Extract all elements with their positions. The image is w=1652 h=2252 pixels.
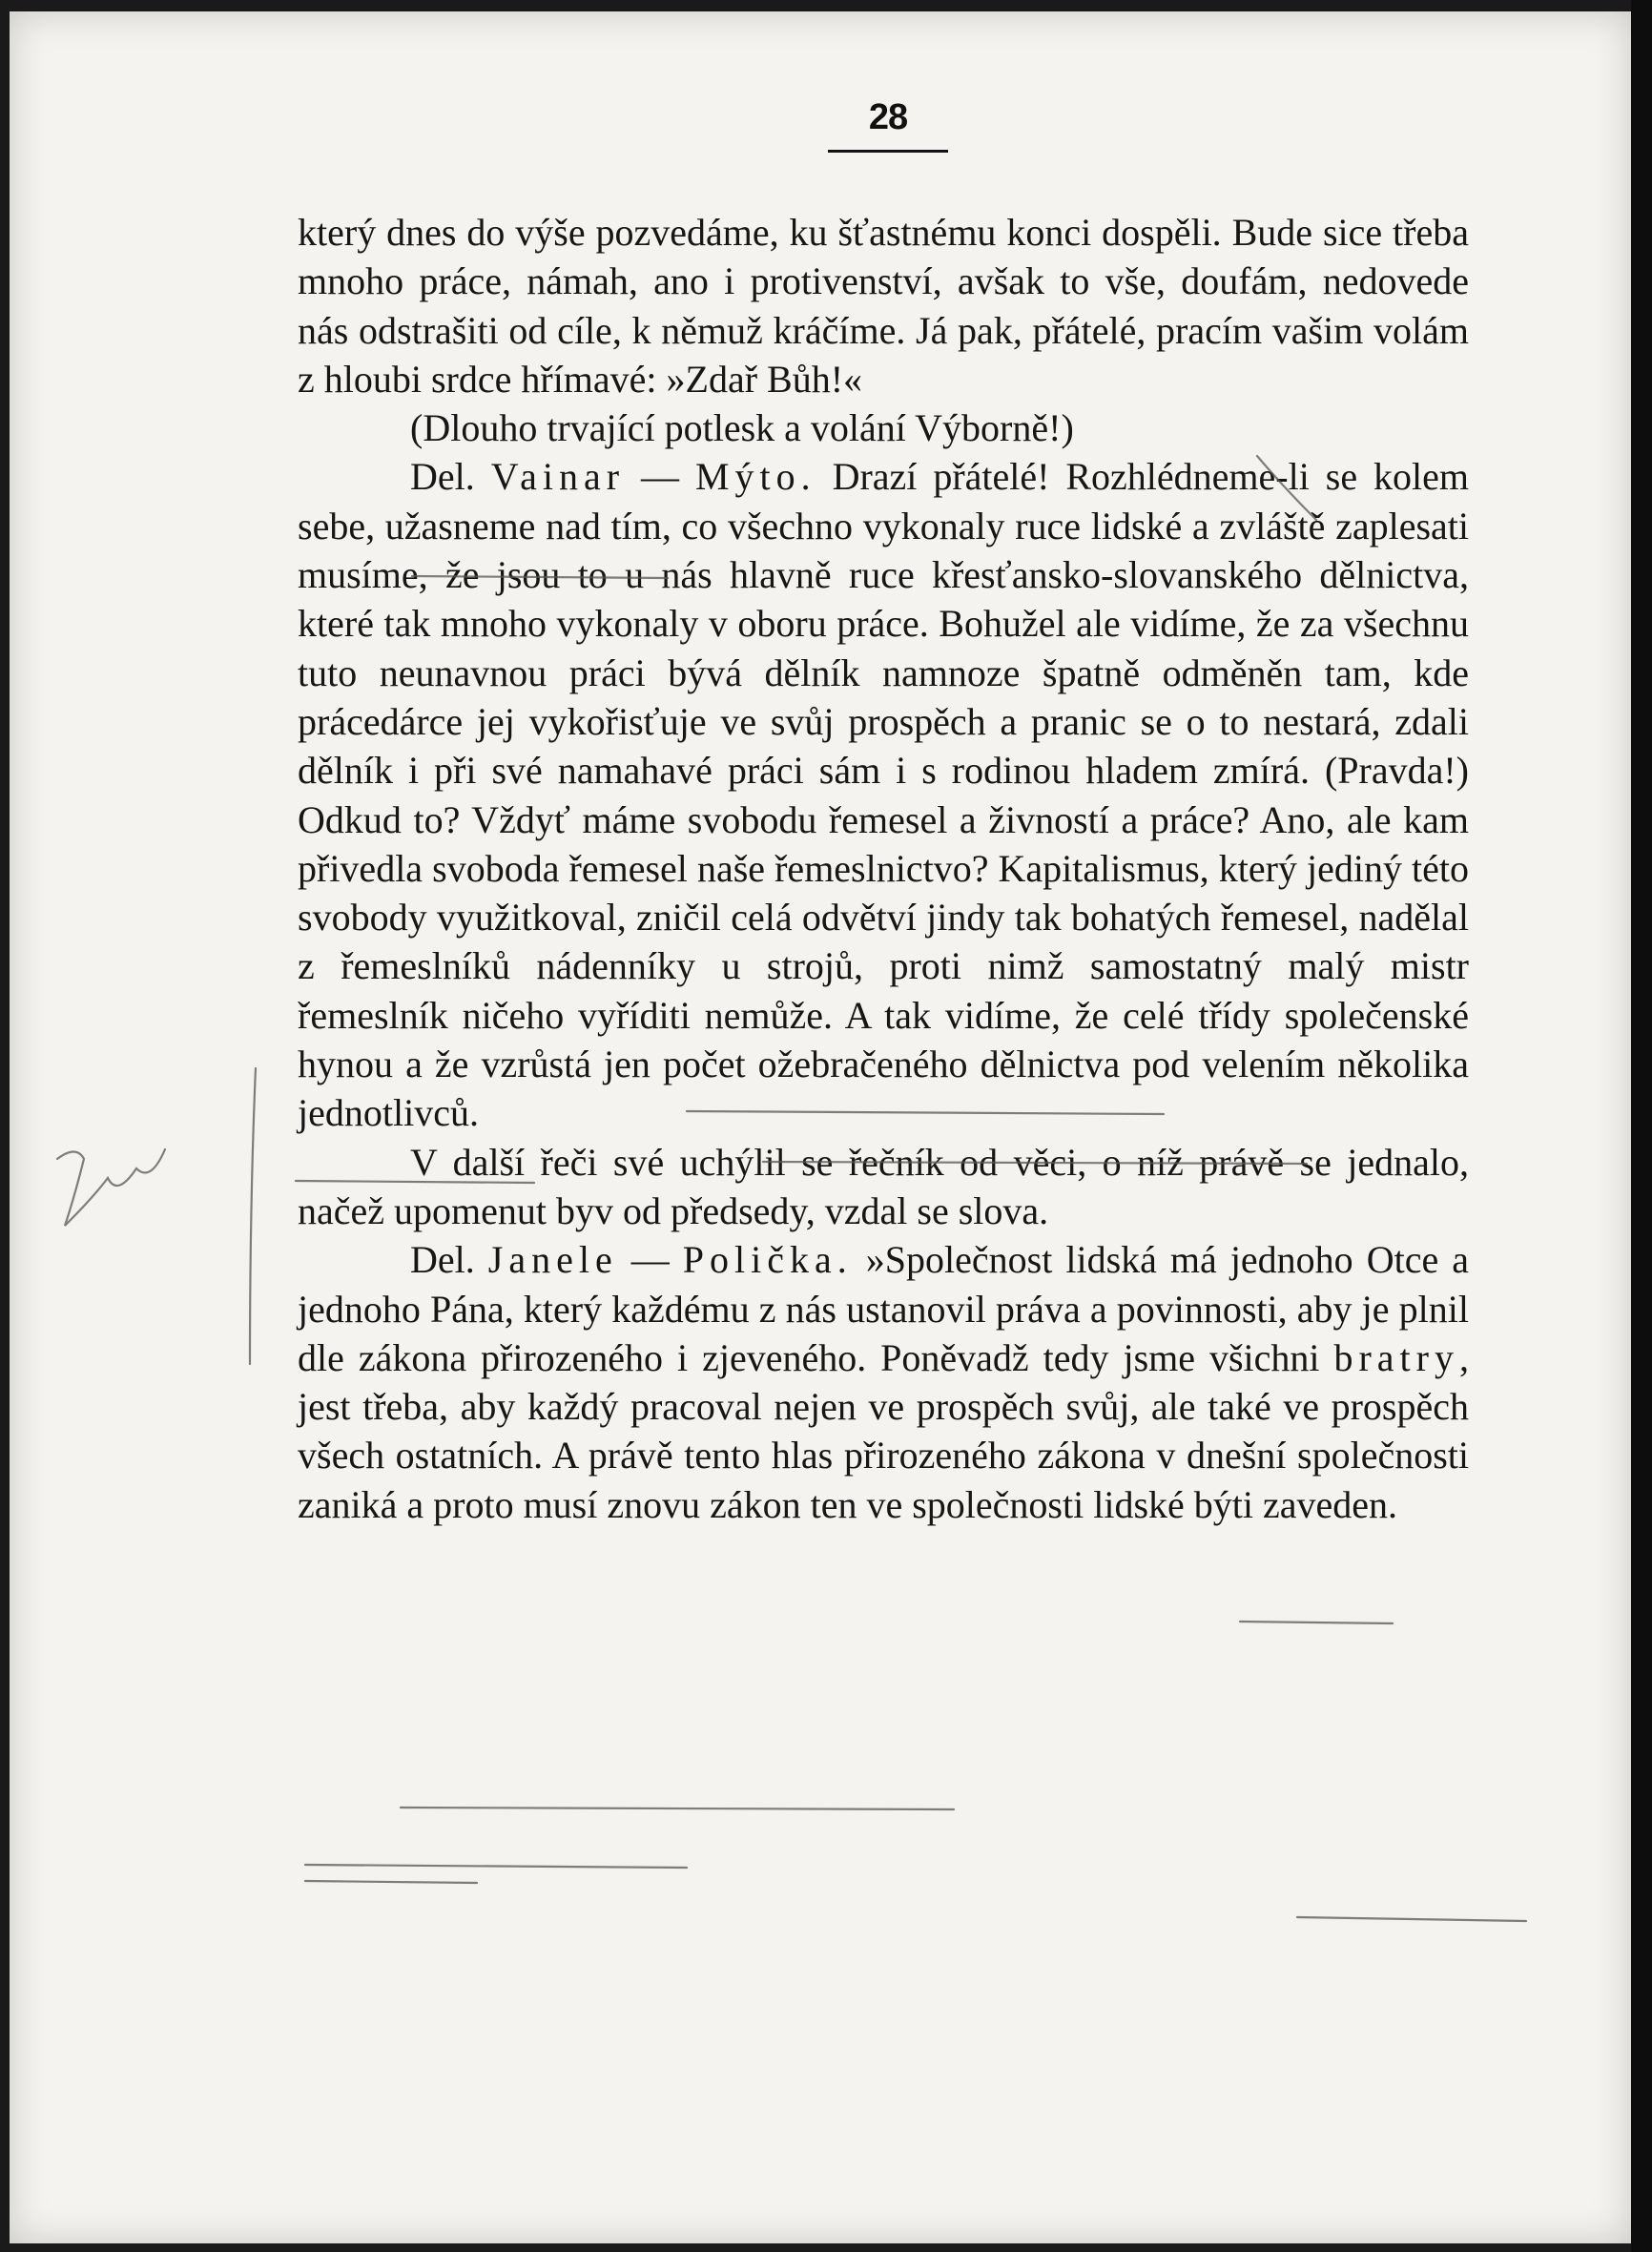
speaker-place: Mýto.	[694, 455, 816, 499]
speech-text-end: , jest třeba, aby každý pracoval nejen ve prospěch svůj, ale také ve prospěch všech ostatních. A právě tento hlas přirozeného zákona v dnešní společnosti zaniká a proto musí znovu zákon ten ve společnosti lidské býti zaveden.	[298, 1335, 1469, 1526]
page-number-rule	[828, 150, 948, 153]
scan-edge	[1631, 0, 1652, 2252]
paragraph-vainar	[298, 452, 1469, 1137]
paragraph-1-text: který dnes do výše pozvedáme, ku šťastnému konci dospěli. Bude sice třeba mnoho práce, námah, ano i protivenství, avšak to vše, doufám, nedovede nás odstrašiti od cíle, k němuž kráčíme. Já pak, přátelé, pracím vašim volám z hloubi srdce hřímavé: »Zdař Bůh!«	[298, 211, 1469, 401]
paragraph-narration	[298, 1138, 1469, 1236]
speaker-name: Vainar	[490, 455, 626, 499]
body-text	[298, 208, 1469, 1529]
speech-text: Drazí přátelé! Rozhlédneme-li se kolem sebe, užasneme nad tím, co všechno vykonaly ruce lidské a zvláště zaplesati musíme, že jsou to u nás hlavně ruce křesťansko-slovanského dělnictva, které tak mnoho vykonaly v oboru práce. Bohužel ale vidíme, že za všechnu tuto neunavnou práci bývá dělník namnoze špatně odměněn tam, kde prácedárce jej vykořisťuje ve svůj prospěch a pranic se o to nestará, zdali dělník i při své namahavé práci sám i s rodinou hladem zmírá. (Pravda!) Odkud to? Vždyť máme svobodu řemesel a živností a práce? Ano, ale kam přivedla svoboda řemesel naše řemeslnictvo? Kapitalismus, který jediný této svobody využitkoval, zničil celá odvětví jindy tak bohatých řemesel, nadělal z řemeslníků nádenníky u strojů, proti nimž samostatný malý mistr řemeslník ničeho vyříditi nemůže. A tak vidíme, že celé třídy společenské hynou a že vzrůstá jen počet ožebračeného dělnictva pod velením několika jednotlivců.	[298, 455, 1469, 1135]
emphasized-word: bratry	[1333, 1335, 1459, 1379]
page-number: 28	[868, 97, 908, 137]
paragraph-janele	[298, 1235, 1469, 1529]
delegate-prefix: Del.	[410, 1238, 488, 1282]
paragraph-1	[298, 208, 1469, 403]
applause-text: (Dlouho trvající potlesk a volání Výborně!)	[410, 406, 1074, 450]
dash: —	[617, 1238, 683, 1282]
delegate-prefix: Del.	[410, 455, 491, 499]
speech-text-start: »Společnost lidská má jednoho Otce a jednoho Pána, který každému z nás ustanovil práva a povinnosti, aby je plnil dle zákona přirozeného i zjeveného. Poněvadž tedy jsme všichni	[298, 1238, 1469, 1379]
paragraph-applause	[298, 403, 1469, 452]
narration-text: V další řeči své uchýlil se řečník od věci, o níž právě se jednalo, načež upomenut byv od předsedy, vzdal se slova.	[298, 1140, 1469, 1232]
dash: —	[625, 455, 695, 499]
speaker-place: Polička.	[682, 1238, 853, 1282]
speaker-name: Janele	[487, 1238, 618, 1282]
